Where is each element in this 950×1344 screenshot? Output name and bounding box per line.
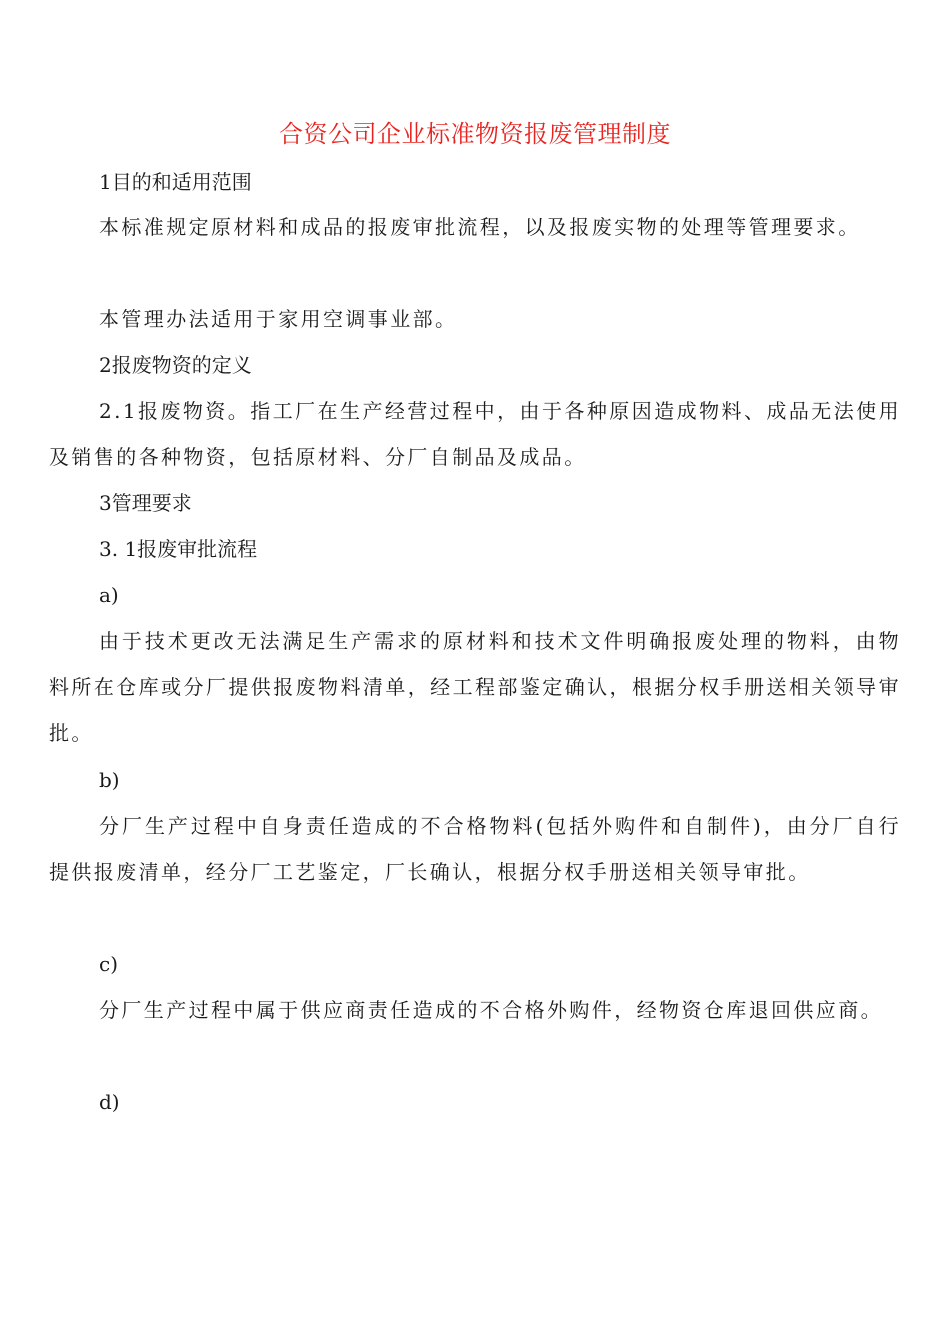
section-heading-definition: 2报废物资的定义 [99, 353, 252, 377]
subsection-heading-approval-process: 3. 1报废审批流程 [99, 537, 258, 561]
list-marker-c: c) [99, 952, 119, 976]
list-marker-a: a) [99, 583, 119, 607]
paragraph-scrap-definition: 2.1报废物资。指工厂在生产经营过程中，由于各种原因造成物料、成品无法使用及销售的各种物资，包括原材料、分厂自制品及成品。 [49, 399, 901, 469]
paragraph-item-c: 分厂生产过程中属于供应商责任造成的不合格外购件，经物资仓库退回供应商。 [99, 998, 883, 1022]
list-marker-b: b) [99, 768, 120, 792]
paragraph-item-a: 由于技术更改无法满足生产需求的原材料和技术文件明确报废处理的物料，由物料所在仓库或分厂提供报废物料清单，经工程部鉴定确认，根据分权手册送相关领导审批。 [49, 629, 901, 745]
section-heading-purpose-scope: 1目的和适用范围 [99, 170, 252, 194]
document-title: 合资公司企业标准物资报废管理制度 [279, 120, 671, 148]
paragraph-applicability: 本管理办法适用于家用空调事业部。 [99, 307, 458, 331]
list-marker-d: d) [99, 1090, 120, 1114]
paragraph-standard-scope: 本标准规定原材料和成品的报废审批流程，以及报废实物的处理等管理要求。 [99, 215, 861, 239]
section-heading-management-requirements: 3管理要求 [99, 491, 192, 515]
paragraph-item-b: 分厂生产过程中自身责任造成的不合格物料(包括外购件和自制件)，由分厂自行提供报废清单，经分厂工艺鉴定，厂长确认，根据分权手册送相关领导审批。 [49, 814, 901, 884]
